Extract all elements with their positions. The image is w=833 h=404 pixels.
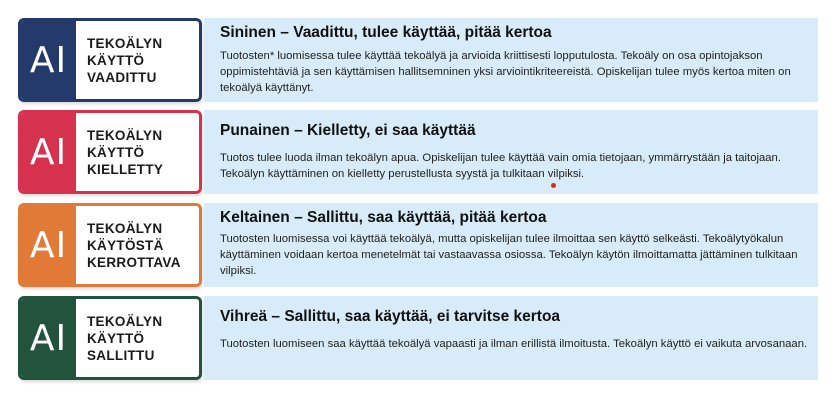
ai-logo-text: AI: [21, 21, 76, 99]
badge-label-line: TEKOÄLYN: [87, 127, 163, 143]
policy-description: Tuotosten* luomisessa tulee käyttää tekoälyä ja arvioida kriittisesti lopputulosta. Tekoäly on osa opintojakson oppimistehtäviä ja sen käyttämisen hallitsemninen yksi arviointikriteereistä. Opiskelijan tulee myös kertoa miten on tekoälyä käyttänyt.: [220, 50, 791, 94]
badge-label-line: TEKOÄLYN: [87, 35, 163, 51]
policy-panel-blue: [204, 18, 818, 102]
badge-label-line: VAADITTU: [87, 69, 157, 85]
policy-row-blue: [18, 18, 818, 102]
policy-title: Punainen – Kielletty, ei saa käyttää: [220, 122, 476, 139]
ai-logo-text: AI: [21, 113, 76, 191]
badge-label-line: TEKOÄLYN: [87, 313, 163, 329]
badge-label-line: KÄYTTÖ: [87, 52, 145, 68]
ai-badge-green: [18, 296, 202, 380]
badge-label: [76, 206, 199, 284]
ai-badge-red: [18, 110, 202, 194]
policy-row-red: [18, 110, 818, 194]
policy-description: Tuotos tulee luoda ilman tekoälyn apua. Opiskelijan tulee käyttää vain omia tietojaan, ymmärrystään ja taitojaan. Tekoälyn käyttäminen on kielletty perustellusta syystä ja tulkitaan vilpiksi.: [220, 152, 781, 180]
badge-label-line: KÄYTTÖ: [87, 144, 145, 160]
badge-label-line: KÄYTTÖ: [87, 330, 145, 346]
policy-title: Keltainen – Sallittu, saa käyttää, pitää kertoa: [220, 209, 547, 226]
badge-label-line: KIELLETTY: [87, 161, 164, 177]
red-marker-dot: [551, 183, 556, 188]
badge-label-line: SALLITTU: [87, 347, 155, 363]
policy-row-yellow: [18, 203, 818, 287]
badge-label: [76, 21, 199, 99]
badge-label: [76, 299, 199, 377]
badge-label-line: KERROTTAVA: [87, 254, 181, 270]
policy-title: Sininen – Vaadittu, tulee käyttää, pitää kertoa: [220, 24, 552, 41]
policy-panel-yellow: [204, 203, 818, 287]
ai-badge-yellow: [18, 203, 202, 287]
policy-title: Vihreä – Sallittu, saa käyttää, ei tarvitse kertoa: [220, 308, 561, 325]
ai-logo-text: AI: [21, 206, 76, 284]
ai-badge-blue: [18, 18, 202, 102]
policy-panel-red: [204, 110, 818, 194]
policy-description: Tuotosten luomiseen saa käyttää tekoälyä vapaasti ja ilman erillistä ilmoitusta. Tekoälyn käyttö ei vaikuta arvosanaan.: [220, 338, 808, 350]
badge-label-line: TEKOÄLYN: [87, 220, 163, 236]
ai-logo-text: AI: [21, 299, 76, 377]
policy-row-green: [18, 296, 818, 380]
badge-label-line: KÄYTÖSTÄ: [87, 237, 164, 253]
policy-description: Tuotosten luomisessa voi käyttää tekoälyä, mutta opiskelijan tulee ilmoittaa sen käyttö selkeästi. Tekoälytyökalun käyttäminen voidaan kertoa menetelmät tai vastaavassa osiossa. Tekoälyn käytön ilmoittamatta jättäminen tulkitaan vilpiksi.: [220, 233, 798, 277]
policy-panel-green: [204, 296, 818, 380]
badge-label: [76, 113, 199, 191]
